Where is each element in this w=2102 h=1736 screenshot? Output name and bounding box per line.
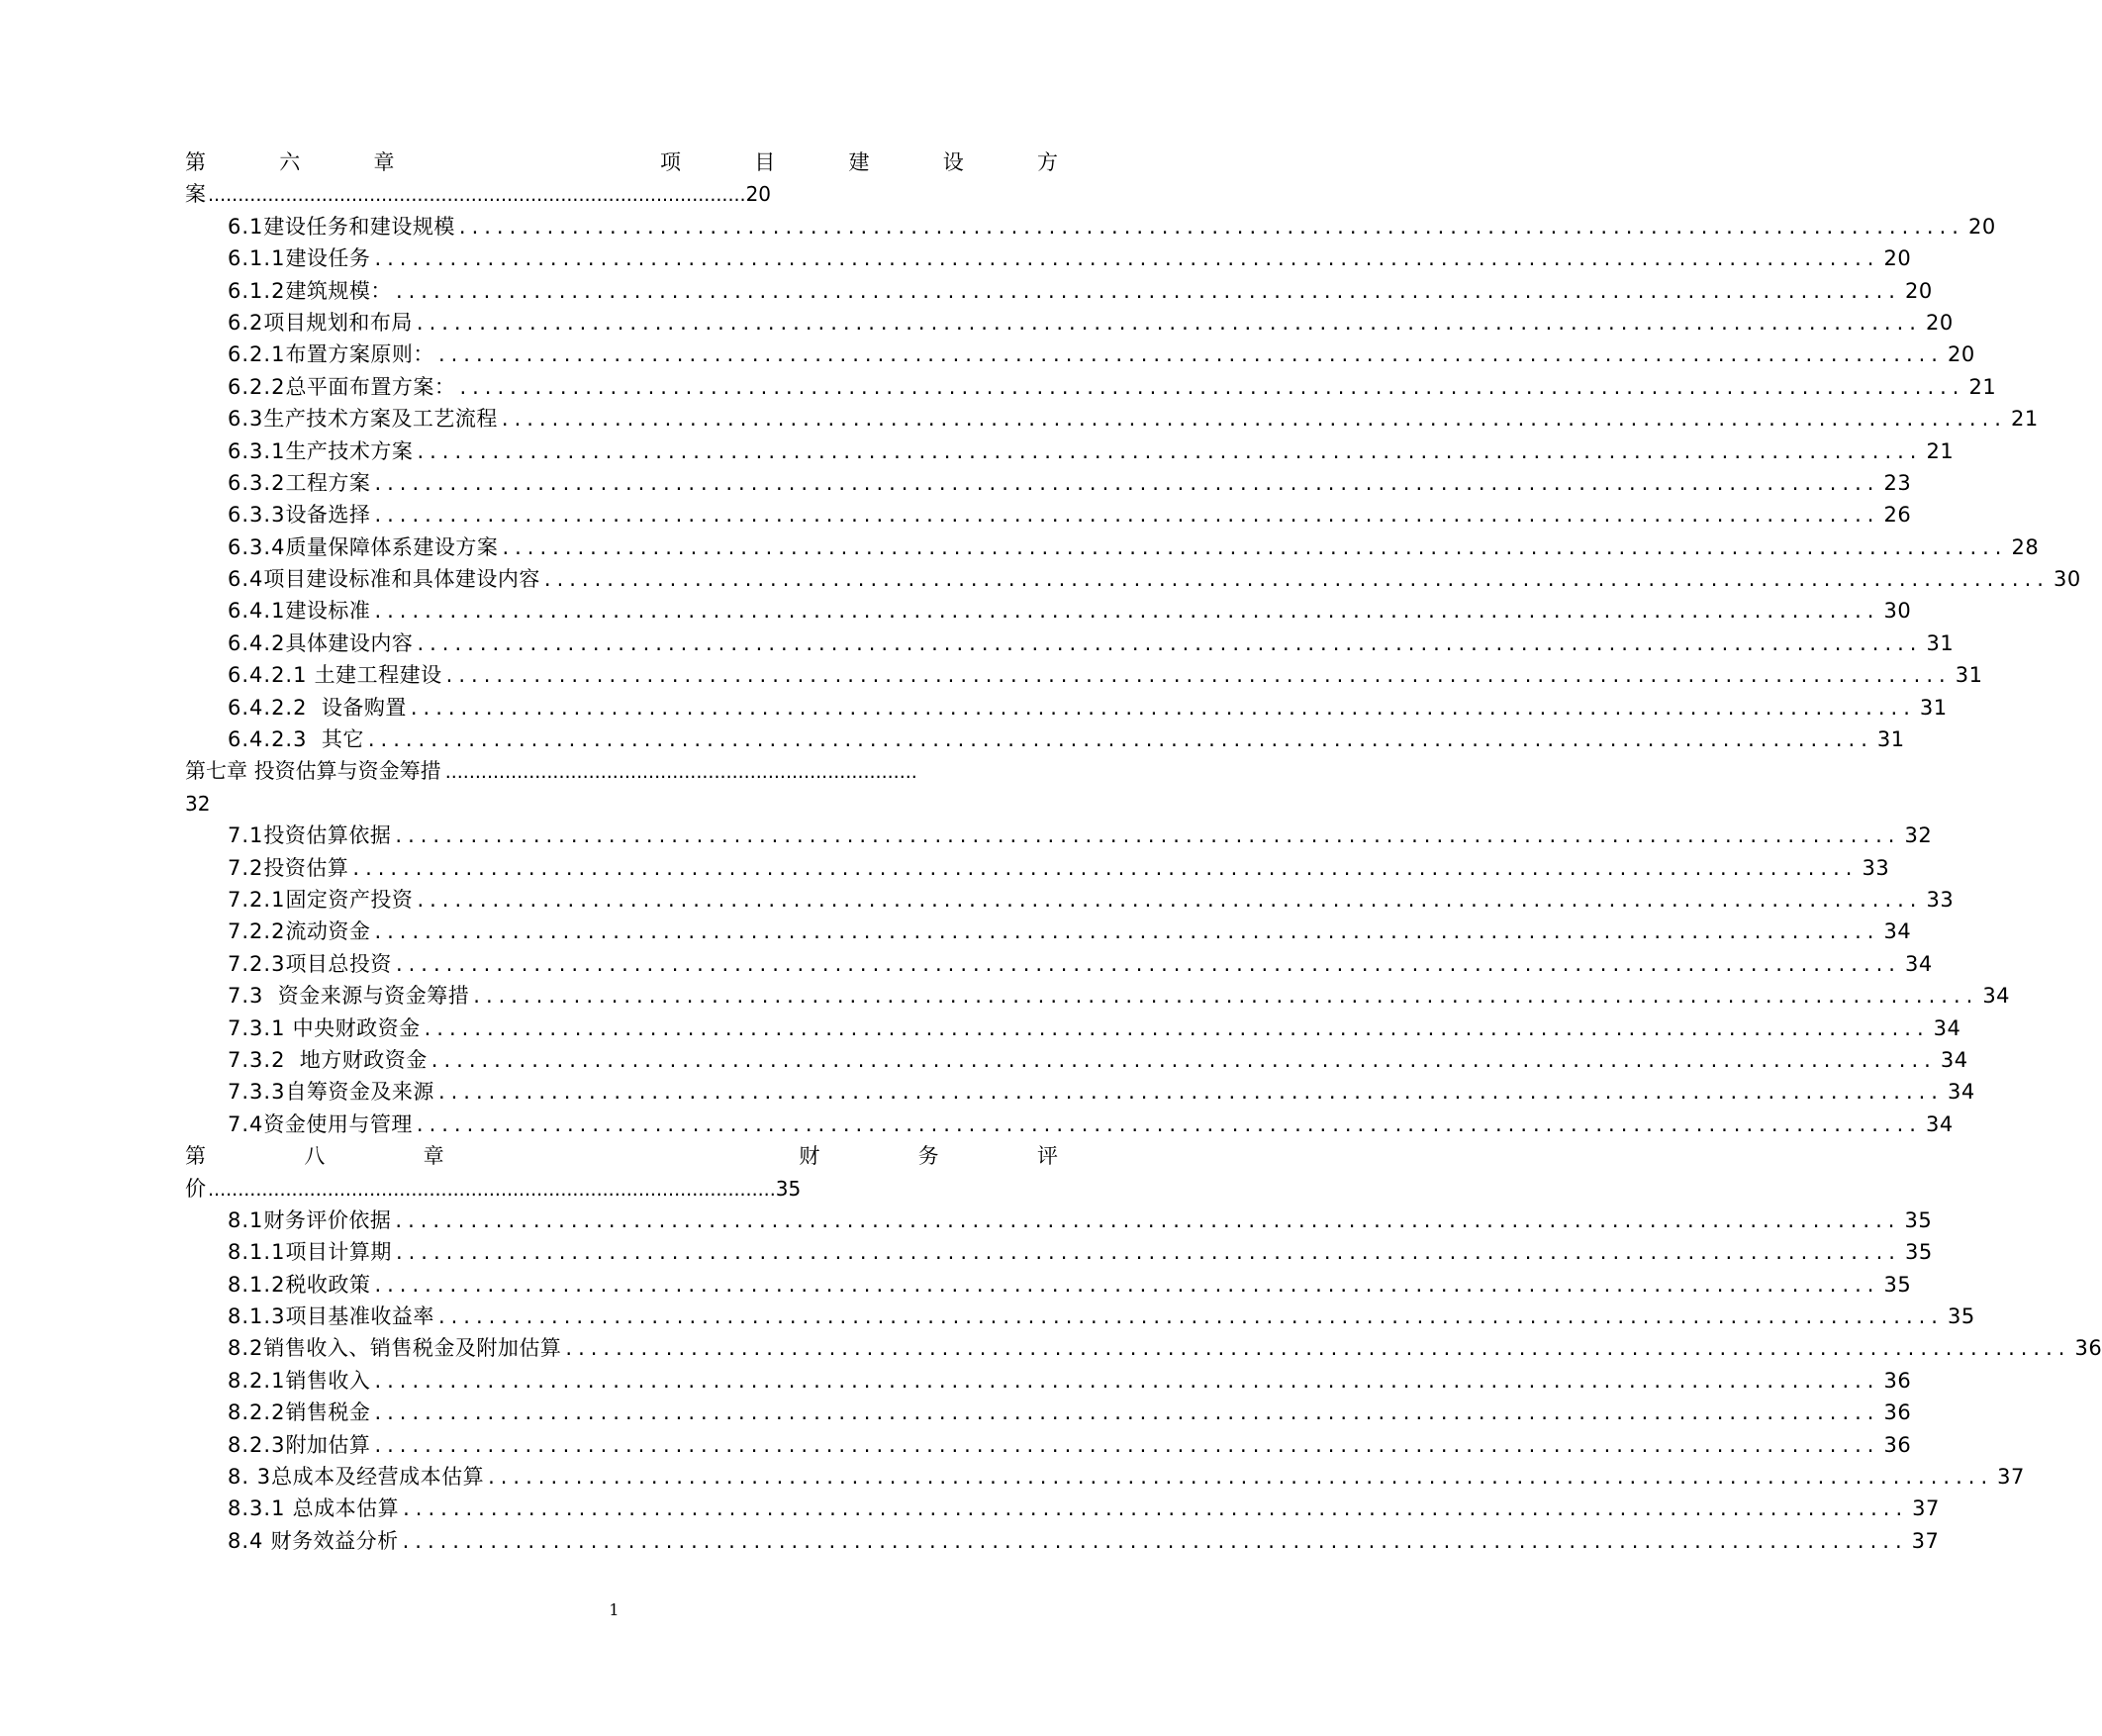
- page-number: 21: [1968, 374, 1997, 399]
- chapter-7-entries: [185, 820, 2011, 1140]
- toc-entry[interactable]: [185, 1109, 1954, 1140]
- page-number: 30: [1883, 599, 1912, 624]
- section-title: 其它: [307, 727, 364, 752]
- chapter-6-char: 第: [185, 150, 206, 174]
- dot-leader: ........................................................................................................................: [416, 1111, 1922, 1136]
- section-number: 7.3.3: [228, 1080, 286, 1105]
- section-number: 8.1.2: [228, 1272, 286, 1297]
- dot-leader: ........................................................................................................................: [437, 342, 1944, 367]
- page-number: 20: [745, 182, 772, 207]
- page-number: 32: [1904, 823, 1933, 848]
- toc-entry[interactable]: [185, 659, 1983, 691]
- section-title: 建设任务: [285, 246, 371, 271]
- page-number: 37: [1912, 1496, 1940, 1521]
- chapter-8-heading-line2[interactable]: [185, 1173, 1084, 1205]
- toc-entry[interactable]: [185, 1301, 1975, 1332]
- toc-entry[interactable]: [185, 852, 1890, 884]
- section-title: 项目总投资: [285, 951, 392, 976]
- chapter-7-heading[interactable]: [185, 755, 1084, 787]
- dot-leader: ........................................................................................................................: [458, 214, 1964, 239]
- chapter-7-page-line: [185, 788, 1084, 820]
- toc-entry[interactable]: [185, 884, 1955, 916]
- section-number: 6.1.2: [228, 278, 286, 303]
- section-number: 6.4.2.3: [228, 727, 308, 752]
- toc-entry[interactable]: [185, 1461, 2025, 1493]
- section-title: 地方财政资金: [285, 1047, 428, 1072]
- page-number: 28: [2011, 534, 2040, 559]
- section-number: 7.2: [228, 855, 264, 880]
- section-number: 6.4: [228, 567, 264, 592]
- section-title: 设备购置: [307, 695, 407, 720]
- section-title: 项目建设标准和具体建设内容: [263, 567, 540, 592]
- section-number: 6.3.2: [228, 470, 286, 495]
- dot-leader: ........................................................................................................................: [374, 599, 1880, 624]
- toc-entry[interactable]: [185, 916, 1912, 947]
- section-title: 项目规划和布局: [263, 310, 413, 335]
- section-title: 税收政策: [285, 1272, 371, 1297]
- dot-leader: ........................................................................................................................: [374, 919, 1880, 944]
- page-number: 35: [1883, 1272, 1912, 1297]
- dot-leader: ........................................................................................................................: [395, 1207, 1901, 1232]
- toc-entry[interactable]: [185, 1044, 1968, 1076]
- section-number: 6.1: [228, 214, 264, 239]
- section-number: 6.2.1: [228, 342, 286, 367]
- section-title: 建筑规模：: [285, 278, 392, 303]
- dot-leader: ........................................................................................................................: [374, 503, 1880, 528]
- toc-entry[interactable]: [185, 723, 1905, 755]
- dot-leader: ...............................................................................................: [208, 1178, 776, 1201]
- section-number: 7.3.1: [228, 1015, 286, 1040]
- page-number: 36: [1883, 1368, 1912, 1393]
- page-number: 31: [1926, 630, 1955, 655]
- section-title: 销售收入: [285, 1368, 371, 1393]
- toc-entry[interactable]: [185, 1076, 1975, 1108]
- toc-entry[interactable]: [185, 1525, 1940, 1557]
- toc-entry[interactable]: [185, 595, 1912, 627]
- toc-entry[interactable]: [185, 307, 1954, 338]
- page-number: 34: [1982, 984, 2011, 1009]
- dot-leader: ........................................................................................................................: [410, 695, 1916, 720]
- section-number: 6.3.4: [228, 534, 286, 559]
- dot-leader: ........................................................................................................................: [417, 630, 1923, 655]
- section-number: 7.2.2: [228, 919, 286, 944]
- toc-entry[interactable]: [185, 403, 2039, 434]
- chapter-8-heading-line1: [185, 1140, 1084, 1172]
- dot-leader: ........................................................................................................................: [565, 1336, 2071, 1361]
- toc-entry[interactable]: [185, 1269, 1912, 1301]
- dot-leader: ........................................................................................................................: [417, 438, 1923, 463]
- chapter-6-char: 目: [754, 150, 776, 174]
- section-number: 8.2: [228, 1336, 264, 1361]
- dot-leader: ........................................................................................................................: [395, 1240, 1901, 1265]
- section-title: 生产技术方案: [285, 438, 414, 463]
- chapter-6-last-char: 案: [185, 182, 206, 207]
- page-number: 31: [1955, 663, 1983, 688]
- section-number: 8. 3: [228, 1465, 272, 1490]
- toc-entry[interactable]: [185, 627, 1955, 659]
- section-title: 总成本及经营成本估算: [271, 1465, 485, 1490]
- table-of-contents: [185, 146, 2102, 1557]
- dot-leader: ........................................................................................................................: [445, 663, 1952, 688]
- toc-entry[interactable]: [185, 371, 1997, 403]
- section-number: 8.2.2: [228, 1400, 286, 1425]
- page-footer-number: 1: [609, 1600, 620, 1619]
- toc-entry[interactable]: [185, 820, 1933, 851]
- section-number: 6.3.3: [228, 503, 286, 528]
- section-title: 具体建设内容: [285, 630, 414, 655]
- section-title: 投资估算依据: [263, 823, 392, 848]
- dot-leader: ........................................................................................................................: [416, 310, 1922, 335]
- section-number: 8.1.1: [228, 1240, 286, 1265]
- section-title: 财务效益分析: [263, 1528, 399, 1553]
- toc-entry[interactable]: [185, 435, 1955, 467]
- section-number: 7.3: [228, 984, 264, 1009]
- dot-leader: ........................................................................................................................: [430, 1047, 1937, 1072]
- section-title: 项目基准收益率: [285, 1304, 434, 1329]
- section-number: 8.2.3: [228, 1432, 286, 1457]
- dot-leader: ........................................................................................................................: [374, 1272, 1880, 1297]
- section-number: 6.4.2.1: [228, 663, 308, 688]
- dot-leader: ........................................................................................................................: [374, 1368, 1880, 1393]
- toc-entry[interactable]: [185, 1332, 2102, 1364]
- section-title: 生产技术方案及工艺流程: [263, 407, 498, 432]
- section-number: 7.2.3: [228, 951, 286, 976]
- toc-entry[interactable]: [185, 1365, 1912, 1397]
- chapter-8-char: 务: [917, 1144, 939, 1169]
- chapter-8-char: 八: [304, 1144, 326, 1169]
- page-number: 34: [1904, 951, 1933, 976]
- dot-leader: ........................................................................................................................: [352, 855, 1859, 880]
- chapter-8-char: 财: [799, 1144, 820, 1169]
- dot-leader: ..........................................................................................: [208, 184, 746, 207]
- toc-entry[interactable]: [185, 980, 2011, 1012]
- toc-entry[interactable]: [185, 467, 1912, 499]
- page-number: 35: [775, 1176, 802, 1201]
- page-number: 37: [1911, 1528, 1940, 1553]
- section-number: 6.4.1: [228, 599, 286, 624]
- toc-entry[interactable]: [185, 242, 1912, 274]
- toc-entry[interactable]: [185, 948, 1933, 980]
- page-number: 33: [1926, 887, 1955, 912]
- section-title: 投资估算: [263, 855, 349, 880]
- section-title: 附加估算: [285, 1432, 371, 1457]
- dot-leader: ........................................................................................................................: [502, 534, 2008, 559]
- toc-entry[interactable]: [185, 1429, 1912, 1461]
- section-title: 销售收入、销售税金及附加估算: [263, 1336, 562, 1361]
- page-number: 34: [1883, 919, 1912, 944]
- toc-entry[interactable]: [185, 499, 1912, 530]
- page-number: 34: [1940, 1047, 1968, 1072]
- chapter-6-char: 方: [1037, 150, 1058, 174]
- section-title: 建设标准: [285, 599, 371, 624]
- dot-leader: ........................................................................................................................: [543, 567, 2050, 592]
- page-number: 26: [1883, 503, 1912, 528]
- section-title: 资金使用与管理: [263, 1111, 413, 1136]
- dot-leader: ........................................................................................................................: [395, 823, 1901, 848]
- section-number: 8.1.3: [228, 1304, 286, 1329]
- dot-leader: ........................................................................................................................: [395, 951, 1901, 976]
- section-number: 6.1.1: [228, 246, 286, 271]
- section-number: 6.2.2: [228, 374, 286, 399]
- page-number: 34: [1933, 1015, 1961, 1040]
- section-number: 7.1: [228, 823, 264, 848]
- section-number: 6.4.2: [228, 630, 286, 655]
- chapter-8-entries: [185, 1205, 2102, 1557]
- section-number: 8.1: [228, 1207, 264, 1232]
- toc-entry[interactable]: [185, 531, 2040, 563]
- section-number: 8.2.1: [228, 1368, 286, 1393]
- section-title: 财务评价依据: [263, 1207, 392, 1232]
- chapter-8-char: 评: [1036, 1144, 1058, 1169]
- section-number: 6.3.1: [228, 438, 286, 463]
- section-title: 固定资产投资: [285, 887, 414, 912]
- page-number: 20: [1947, 342, 1975, 367]
- page-number: 36: [1883, 1432, 1912, 1457]
- toc-entry[interactable]: [185, 1493, 1940, 1524]
- toc-entry[interactable]: [185, 275, 1933, 307]
- page-number: 32: [185, 791, 211, 816]
- dot-leader: ........................................................................................................................: [402, 1528, 1908, 1553]
- toc-entry[interactable]: [185, 338, 1975, 370]
- toc-entry[interactable]: [185, 1236, 1933, 1268]
- dot-leader: ........................................................................................................................: [437, 1304, 1944, 1329]
- dot-leader: ........................................................................................................................: [374, 470, 1880, 495]
- section-number: 7.3.2: [228, 1047, 286, 1072]
- section-number: 6.2: [228, 310, 264, 335]
- dot-leader: ........................................................................................................................: [403, 1496, 1909, 1521]
- section-title: 质量保障体系建设方案: [285, 534, 499, 559]
- toc-entry[interactable]: [185, 1013, 1961, 1044]
- page-number: 36: [1883, 1400, 1912, 1425]
- page-number: 21: [1926, 438, 1955, 463]
- chapter-6-char: 章: [373, 150, 395, 174]
- section-title: 资金来源与资金筹措: [263, 984, 470, 1009]
- dot-leader: ........................................................................................................................: [374, 1432, 1880, 1457]
- section-number: 6.3: [228, 407, 264, 432]
- section-title: 设备选择: [285, 503, 371, 528]
- section-title: 总平面布置方案：: [285, 374, 456, 399]
- page-number: 36: [2074, 1336, 2102, 1361]
- section-title: 项目计算期: [285, 1240, 392, 1265]
- page-number: 23: [1883, 470, 1912, 495]
- page-number: 35: [1904, 1240, 1933, 1265]
- chapter-6-char: 设: [942, 150, 964, 174]
- page-number: 31: [1876, 727, 1905, 752]
- chapter-6-entries: [185, 211, 2081, 756]
- section-title: 流动资金: [285, 919, 371, 944]
- chapter-6-char: 项: [660, 150, 681, 174]
- toc-entry[interactable]: [185, 1205, 1933, 1236]
- section-number: 8.4: [228, 1528, 264, 1553]
- page-number: 30: [2053, 567, 2081, 592]
- dot-leader: ........................................................................................................................: [367, 727, 1873, 752]
- page-number: 20: [1883, 246, 1912, 271]
- chapter-8-char: 第: [185, 1144, 206, 1169]
- toc-entry[interactable]: [185, 692, 1948, 723]
- chapter-6-heading-line2[interactable]: [185, 178, 1084, 210]
- page-number: 34: [1947, 1080, 1975, 1105]
- section-title: 工程方案: [285, 470, 371, 495]
- section-title: 销售税金: [285, 1400, 371, 1425]
- section-number: 7.4: [228, 1111, 264, 1136]
- dot-leader: ........................................................................................................................: [374, 1400, 1880, 1425]
- toc-entry[interactable]: [185, 563, 2081, 595]
- chapter-6-char: 建: [848, 150, 870, 174]
- page-number: 20: [1967, 214, 1996, 239]
- dot-leader: ........................................................................................................................: [395, 278, 1901, 303]
- section-title: 布置方案原则：: [285, 342, 434, 367]
- dot-leader: ...............................................................................: [444, 761, 917, 784]
- chapter-6-heading-line1: [185, 146, 1084, 178]
- section-number: 8.3.1: [228, 1496, 286, 1521]
- section-title: 建设任务和建设规模: [263, 214, 455, 239]
- chapter-7-title: 第七章 投资估算与资金筹措: [185, 759, 441, 784]
- page-number: 33: [1862, 855, 1890, 880]
- page-number: 21: [2010, 407, 2039, 432]
- dot-leader: ........................................................................................................................: [374, 246, 1880, 271]
- toc-entry[interactable]: [185, 211, 1996, 242]
- page-number: 35: [1904, 1207, 1933, 1232]
- dot-leader: ........................................................................................................................: [459, 374, 1965, 399]
- chapter-8-last-char: 价: [185, 1176, 206, 1201]
- page-number: 37: [1997, 1465, 2025, 1490]
- page-number: 31: [1919, 695, 1948, 720]
- dot-leader: ........................................................................................................................: [424, 1015, 1930, 1040]
- page-number: 35: [1947, 1304, 1975, 1329]
- page-number: 34: [1925, 1111, 1954, 1136]
- page-number: 20: [1904, 278, 1933, 303]
- section-title: 中央财政资金: [285, 1015, 421, 1040]
- section-number: 6.4.2.2: [228, 695, 308, 720]
- section-title: 总成本估算: [285, 1496, 400, 1521]
- section-title: 自筹资金及来源: [285, 1080, 434, 1105]
- toc-entry[interactable]: [185, 1397, 1912, 1428]
- page-number: 20: [1925, 310, 1954, 335]
- dot-leader: ........................................................................................................................: [488, 1465, 1994, 1490]
- dot-leader: ........................................................................................................................: [501, 407, 2007, 432]
- dot-leader: ........................................................................................................................: [437, 1080, 1944, 1105]
- dot-leader: ........................................................................................................................: [417, 887, 1923, 912]
- chapter-8-char: 章: [423, 1144, 444, 1169]
- section-number: 7.2.1: [228, 887, 286, 912]
- dot-leader: ........................................................................................................................: [473, 984, 1979, 1009]
- chapter-6-char: 六: [279, 150, 301, 174]
- section-title: 土建工程建设: [307, 663, 442, 688]
